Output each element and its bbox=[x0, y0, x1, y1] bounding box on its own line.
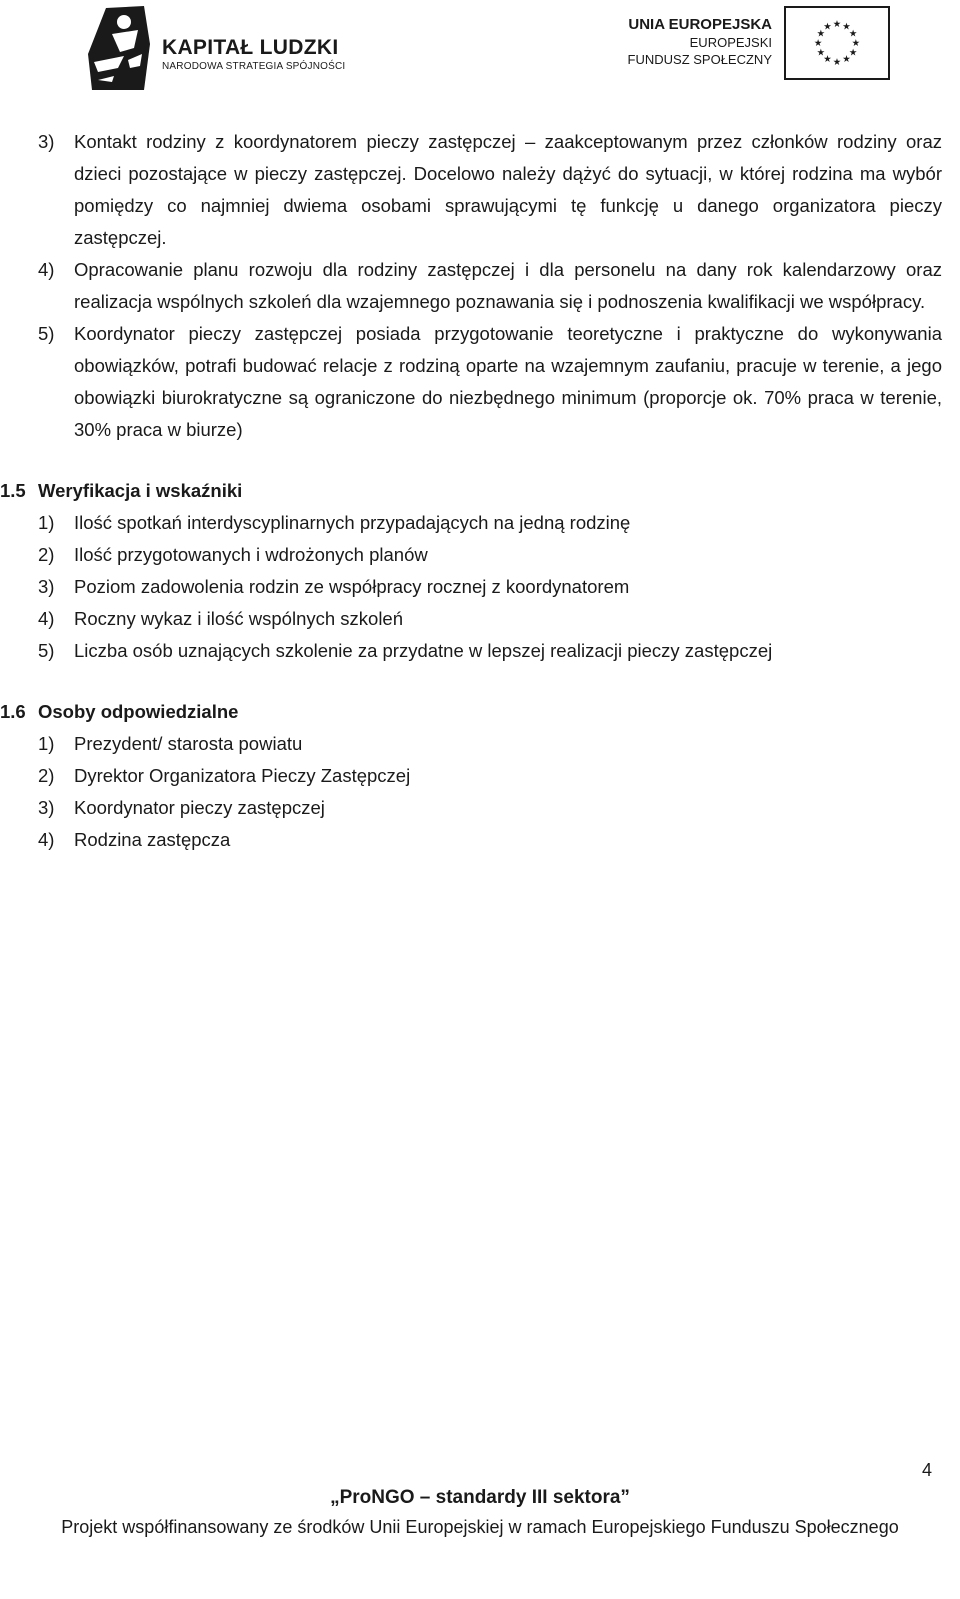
list-item-number: 1) bbox=[38, 512, 55, 533]
section-heading-1-6 bbox=[0, 696, 904, 728]
list-item-number: 3) bbox=[38, 131, 55, 152]
kapital-ludzki-emblem-icon bbox=[84, 4, 156, 92]
kapital-ludzki-subtitle: NARODOWA STRATEGIA SPÓJNOŚCI bbox=[162, 61, 346, 72]
list-item bbox=[38, 603, 942, 635]
footer-title: „ProNGO – standardy III sektora” bbox=[330, 1487, 630, 1508]
list-item-text: Liczba osób uznających szkolenie za przydatne w lepszej realizacji pieczy zastępczej bbox=[74, 640, 773, 661]
svg-text:★: ★ bbox=[823, 21, 832, 33]
kapital-ludzki-logo bbox=[84, 4, 374, 92]
eu-logo-line3: FUNDUSZ SPOŁECZNY bbox=[627, 52, 772, 67]
svg-text:★: ★ bbox=[851, 37, 861, 49]
list-item-text: Dyrektor Organizatora Pieczy Zastępczej bbox=[74, 765, 411, 786]
section-heading-1-5 bbox=[0, 475, 904, 507]
list-item-text: Opracowanie planu rozwoju dla rodziny zastępczej i dla personelu na dany rok kalendarzowy oraz realizacja wspólnych szkoleń dla wzajemnego poznawania się i podnoszenia kwalifikacji we współpracy. bbox=[74, 259, 942, 312]
list-item bbox=[38, 539, 942, 571]
svg-text:★: ★ bbox=[848, 47, 858, 59]
eu-flag-icon bbox=[784, 6, 890, 80]
list-item bbox=[38, 507, 942, 539]
eu-logo-line2: EUROPEJSKI bbox=[689, 35, 772, 50]
list-item bbox=[38, 635, 942, 667]
document-body bbox=[0, 126, 942, 856]
list-item-number: 4) bbox=[38, 259, 55, 280]
list-item bbox=[38, 254, 942, 318]
list-item-text: Ilość przygotowanych i wdrożonych planów bbox=[74, 544, 428, 565]
page-footer bbox=[0, 1483, 960, 1541]
svg-text:★: ★ bbox=[823, 53, 832, 65]
list-item-text: Koordynator pieczy zastępczej bbox=[74, 797, 325, 818]
kapital-ludzki-title: KAPITAŁ LUDZKI bbox=[162, 36, 339, 59]
list-item-number: 2) bbox=[38, 544, 55, 565]
section-number: 1.5 bbox=[0, 480, 26, 501]
list-item-number: 1) bbox=[38, 733, 55, 754]
list-item-text: Roczny wykaz i ilość wspólnych szkoleń bbox=[74, 608, 404, 629]
svg-text:★: ★ bbox=[848, 28, 858, 40]
list-item-number: 5) bbox=[38, 323, 55, 344]
svg-text:★: ★ bbox=[832, 18, 842, 30]
list-item-number: 3) bbox=[38, 576, 55, 597]
svg-text:★: ★ bbox=[832, 56, 842, 68]
list-item bbox=[38, 318, 942, 446]
list-item-text: Ilość spotkań interdyscyplinarnych przypadających na jedną rodzinę bbox=[74, 512, 631, 533]
page-header bbox=[0, 0, 960, 100]
list-item-text: Rodzina zastępcza bbox=[74, 829, 231, 850]
list-item-number: 5) bbox=[38, 640, 55, 661]
svg-text:★: ★ bbox=[816, 47, 826, 59]
list-item-number: 4) bbox=[38, 829, 55, 850]
list-item-number: 4) bbox=[38, 608, 55, 629]
section-number: 1.6 bbox=[0, 701, 26, 722]
svg-text:★: ★ bbox=[842, 21, 851, 33]
list-item bbox=[38, 792, 942, 824]
list-item bbox=[38, 824, 942, 856]
eu-logo-line1: UNIA EUROPEJSKA bbox=[628, 16, 772, 33]
list-item bbox=[38, 126, 942, 254]
eu-logo-text bbox=[628, 16, 772, 68]
svg-text:★: ★ bbox=[842, 53, 851, 65]
list-item-text: Kontakt rodziny z koordynatorem pieczy zastępczej – zaakceptowanym przez członków rodziny oraz dzieci pozostające w pieczy zastępczej. Docelowo należy dążyć do sytuacji, w której rodzina ma wybór pomiędzy co najmniej dwiema osobami sprawującymi tę funkcję u danego organizatora pieczy zastępczej. bbox=[74, 131, 942, 248]
svg-text:★: ★ bbox=[813, 37, 823, 49]
section-title: Osoby odpowiedzialne bbox=[38, 701, 239, 722]
svg-text:★: ★ bbox=[816, 28, 826, 40]
list-item-text: Koordynator pieczy zastępczej posiada przygotowanie teoretyczne i praktyczne do wykonywania obowiązków, potrafi budować relacje z rodziną oparte na wzajemnym zaufaniu, pracuje w terenie, a jego obowiązki biurokratyczne są ograniczone do niezbędnego minimum (proporcje ok. 70% praca w terenie, 30% praca w biurze) bbox=[74, 323, 942, 440]
list-item bbox=[38, 728, 942, 760]
footer-text: Projekt współfinansowany ze środków Unii Europejskiej w ramach Europejskiego Funduszu Społecznego bbox=[61, 1517, 899, 1537]
list-item-text: Prezydent/ starosta powiatu bbox=[74, 733, 303, 754]
eu-logo bbox=[610, 6, 890, 86]
list-item bbox=[38, 571, 942, 603]
list-item-text: Poziom zadowolenia rodzin ze współpracy rocznej z koordynatorem bbox=[74, 576, 630, 597]
page-number: 4 bbox=[922, 1460, 933, 1480]
list-item-number: 3) bbox=[38, 797, 55, 818]
section-title: Weryfikacja i wskaźniki bbox=[38, 480, 243, 501]
list-item-number: 2) bbox=[38, 765, 55, 786]
list-item bbox=[38, 760, 942, 792]
